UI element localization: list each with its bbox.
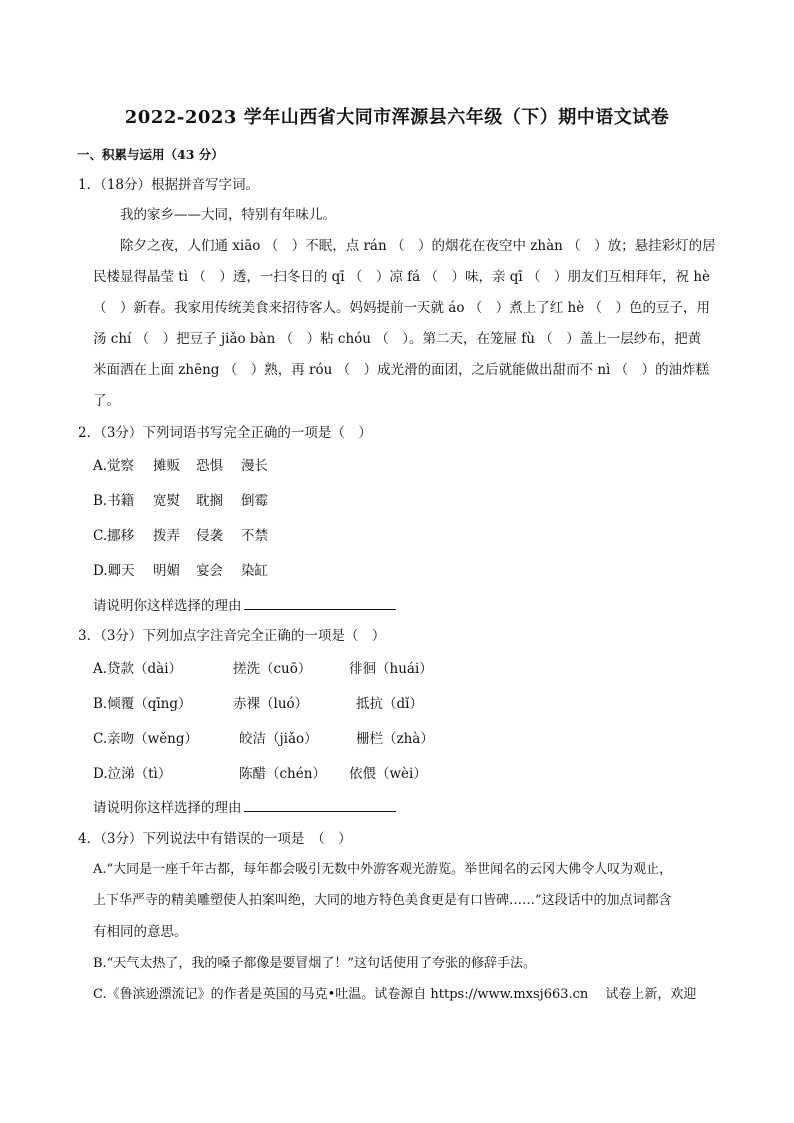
option-word: 赤裸（luó） [233, 696, 309, 712]
option-word: 拨弄 [153, 528, 180, 544]
question-4-stem: 4．（3分）下列说法中有错误的一项是 （ ） [78, 831, 352, 847]
option-word: C.挪移 [93, 528, 135, 544]
option-word: 摊贩 [153, 458, 180, 474]
option-a-line: 有相同的意思。 [93, 924, 188, 940]
option-word: 依偎（wèi） [349, 766, 427, 782]
answer-blank[interactable] [244, 597, 396, 610]
question-1-line: 米面洒在上面 zhēng （ ）熟，再 róu （ ）成光滑的面团，之后就能做出甜而不 nì （ ）的油炸糕 [93, 362, 710, 378]
option-word: 倒霉 [241, 493, 268, 509]
option-word: 漫长 [241, 458, 268, 474]
option-word: 染缸 [241, 563, 268, 579]
option-a-line: A.“大同是一座千年古都，每年都会吸引无数中外游客观光游览。举世闻名的云冈大佛令人叹为观止， [93, 862, 673, 877]
option-word: 栅栏（zhà） [356, 731, 434, 747]
question-4-option-c[interactable]: C.《鲁滨逊漂流记》的作者是英国的马克•吐温。试卷源自 https://www.mxsj663.cn 试卷上新，欢迎 [93, 987, 697, 1002]
question-2-stem: 2．（3分）下列词语书写完全正确的一项是（ ） [78, 425, 372, 441]
answer-blank[interactable] [244, 799, 396, 812]
option-word: 抵抗（dǐ） [356, 696, 423, 712]
option-word: 宴会 [196, 563, 223, 579]
option-word: D.泣涕（tì） [93, 766, 172, 782]
option-word: 搓洗（cuō） [233, 661, 312, 677]
option-word: 明媚 [153, 563, 180, 579]
option-word: B.倾覆（qīng） [93, 696, 192, 712]
question-1-line: 除夕之夜，人们通 xiāo （ ）不眠，点 rán （ ）的烟花在夜空中 zhàn （ ）放；悬挂彩灯的居 [120, 238, 716, 254]
section-heading: 一、积累与运用（43 分） [77, 147, 224, 162]
question-1-line: 了。 [93, 393, 120, 409]
option-a-line: 上下华严寺的精美雕塑使人拍案叫绝，大同的地方特色美食更是有口皆碑……”这段话中的加点词都含 [93, 893, 672, 908]
option-word: 陈醋（chén） [239, 766, 326, 782]
option-word: 徘徊（huái） [349, 661, 433, 677]
option-word: 不禁 [241, 528, 268, 544]
option-word: 恐惧 [196, 458, 223, 474]
option-word: B.书籍 [93, 493, 135, 509]
option-word: 耽搁 [196, 493, 223, 509]
option-word: C.亲吻（wěng） [93, 731, 199, 747]
reason-label: 请说明你这样选择的理由 [93, 598, 242, 614]
option-word: A.贷款（dài） [93, 661, 183, 677]
question-1-line: 汤 chí （ ）把豆子 jiǎo bàn （ ）粘 chóu （ ）。第二天，在笼屉 fù （ ）盖上一层纱布，把黄 [93, 331, 702, 347]
question-4-option-b[interactable]: B.“天气太热了，我的嗓子都像是要冒烟了！”这句话使用了夸张的修辞手法。 [93, 956, 536, 971]
page-title: 2022-2023 学年山西省大同市浑源县六年级（下）期中语文试卷 [124, 107, 670, 128]
question-1-stem: 1．（18分）根据拼音写字词。 [78, 177, 260, 193]
option-word: 宽熨 [153, 493, 180, 509]
question-3-stem: 3．（3分）下列加点字注音完全正确的一项是（ ） [78, 628, 386, 644]
question-1-line: 我的家乡——大同，特别有年味儿。 [120, 207, 336, 223]
option-word: D.卿天 [93, 563, 135, 579]
question-3-reason [93, 798, 396, 818]
option-word: 侵袭 [196, 528, 223, 544]
question-1-line: （ ）新春。我家用传统美食来招待客人。妈妈提前一天就 áo （ ）煮上了红 hè （ ）色的豆子，用 [93, 300, 711, 316]
option-word: A.觉察 [93, 458, 135, 474]
question-1-line: 民楼显得晶莹 tì （ ）透，一扫冬日的 qī （ ）凉 fá （ ）味，亲 qī （ ）朋友们互相拜年，祝 hè [93, 269, 711, 285]
option-word: 皎洁（jiǎo） [239, 731, 318, 747]
reason-label: 请说明你这样选择的理由 [93, 800, 242, 816]
question-2-reason [93, 596, 396, 616]
